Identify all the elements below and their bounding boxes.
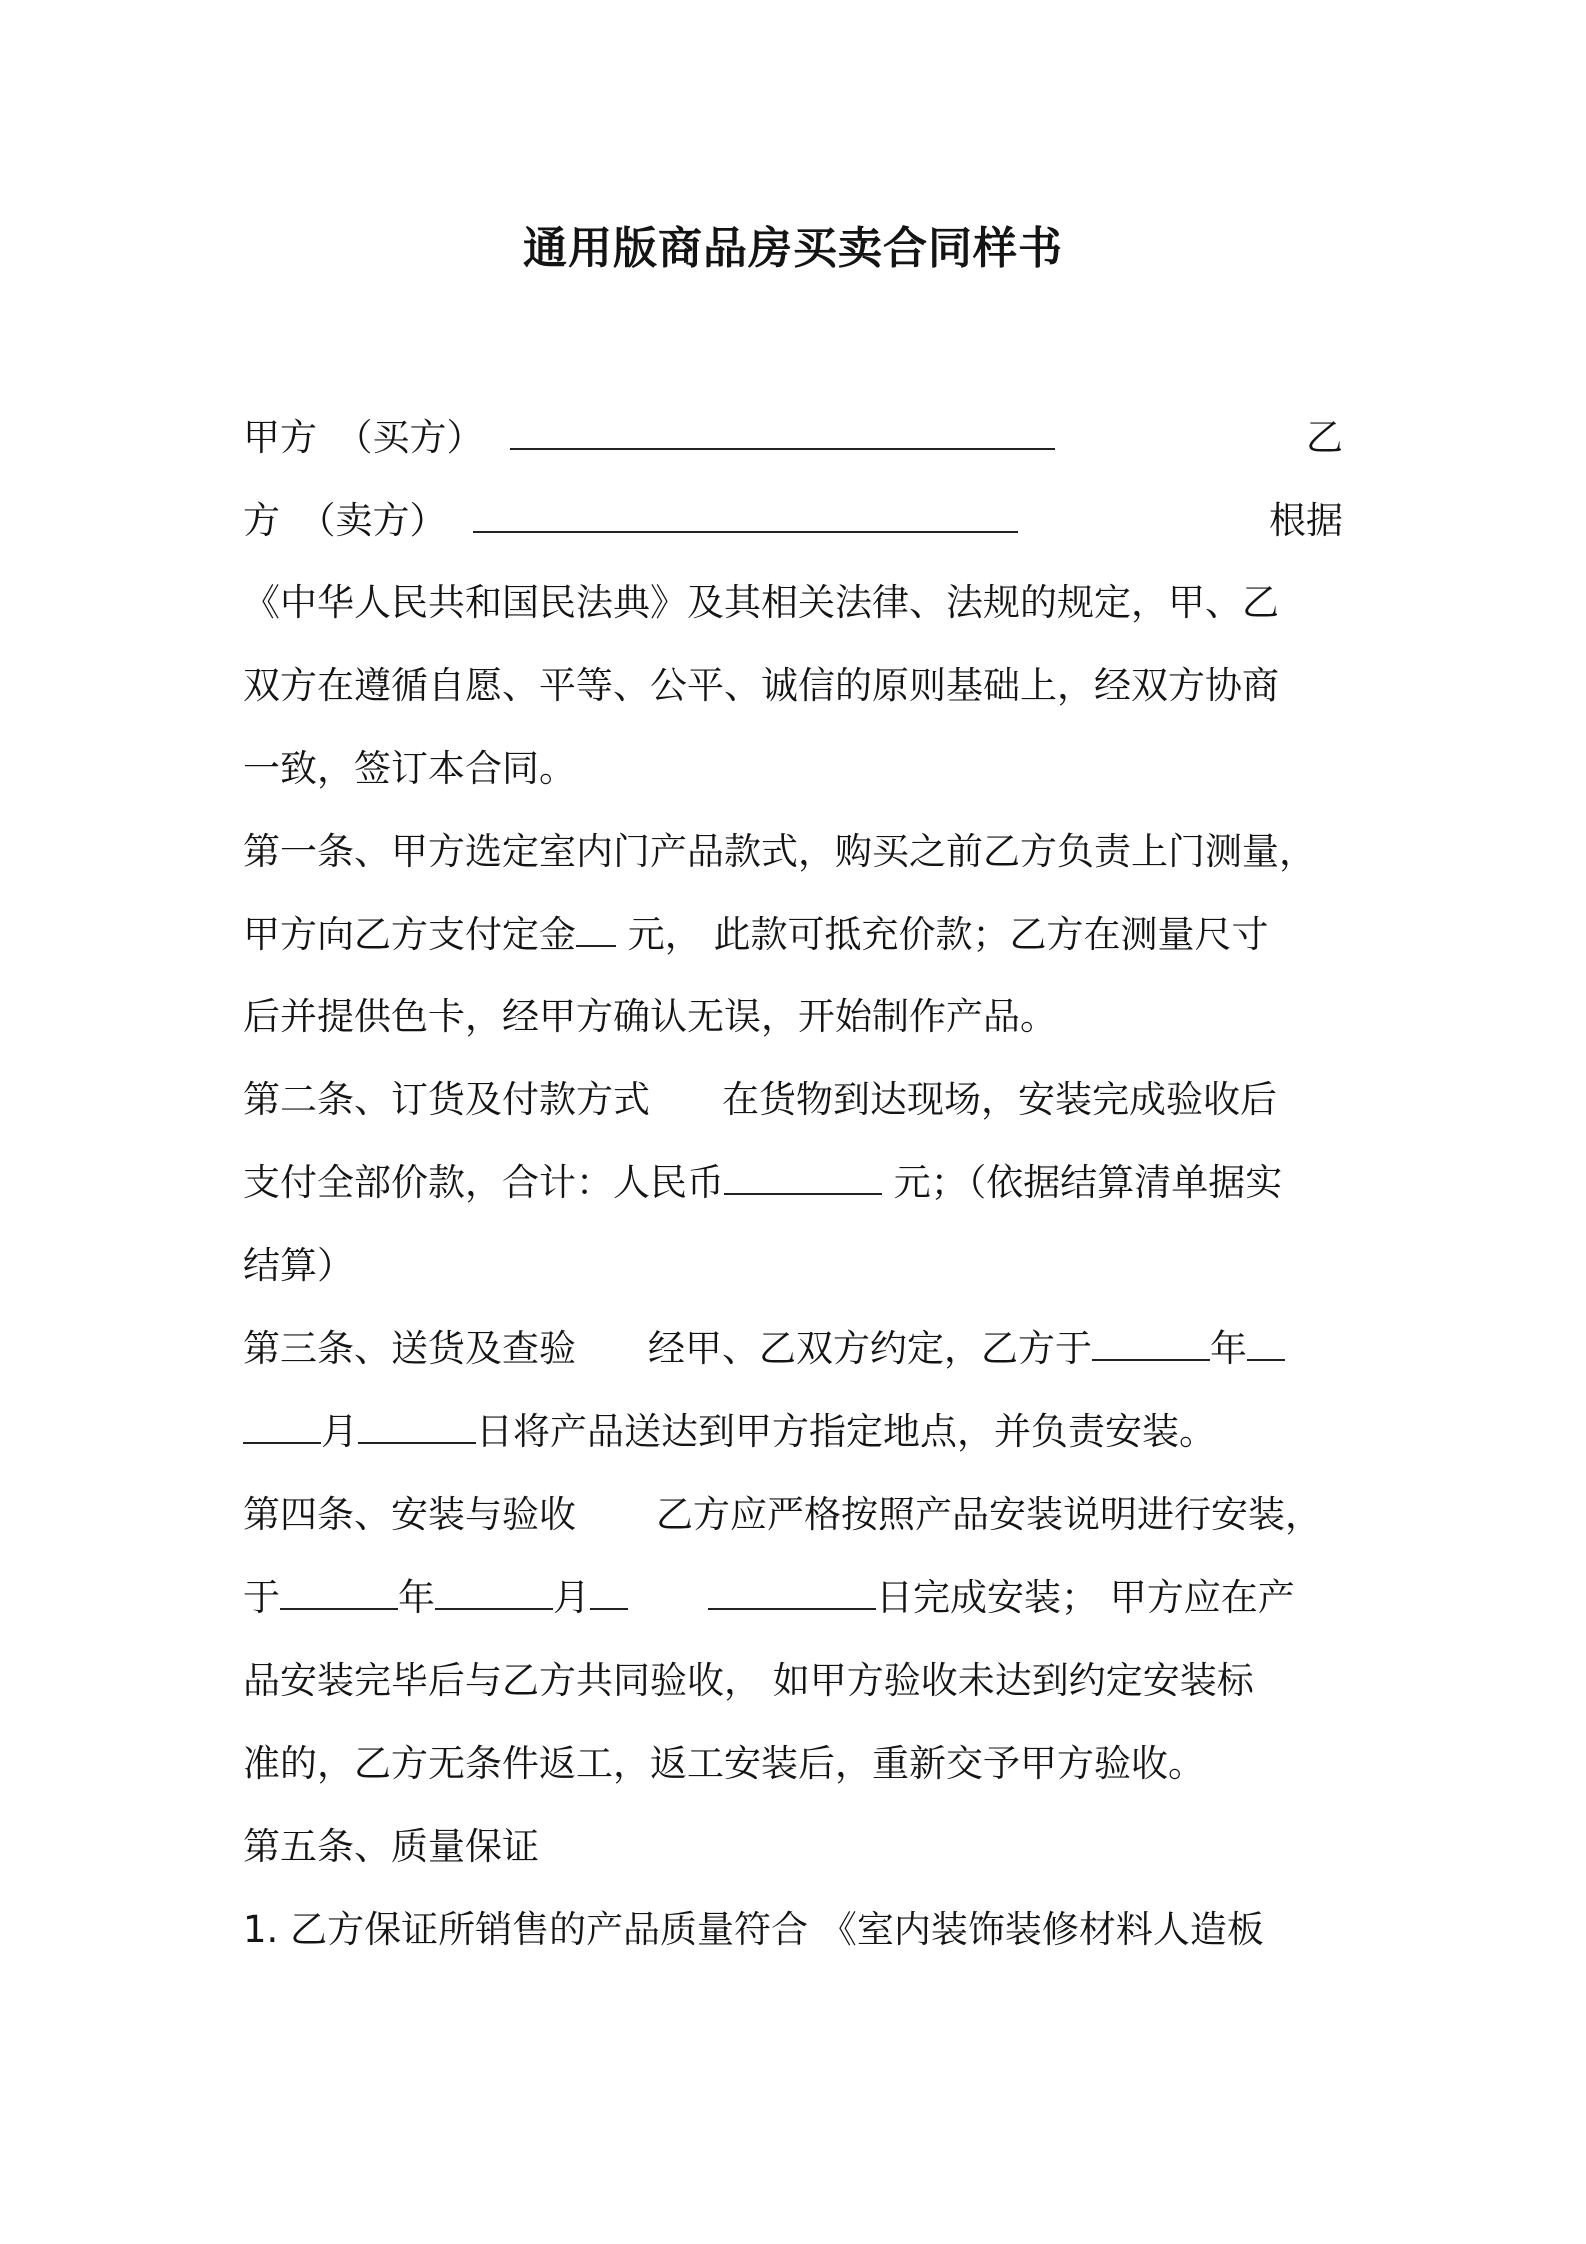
- article-4-year: 年: [398, 1576, 435, 1619]
- article-3-line-2: [243, 1406, 1343, 1458]
- delivery-month-blank-end: [243, 1408, 321, 1444]
- basis-word: 根据: [1269, 499, 1343, 542]
- article-2-line-3: 结算）: [243, 1244, 354, 1287]
- article-4-text: 乙方应严格按照产品安装说明进行安装，: [656, 1493, 1322, 1536]
- article-2-line-2: [243, 1157, 1343, 1209]
- article-3-text-2: 日将产品送达到甲方指定地点，并负责安装。: [476, 1410, 1216, 1453]
- article-4-line-3: 品安装完毕后与乙方共同验收， 如甲方验收未达到约定安装标: [243, 1659, 1254, 1702]
- install-month-blank: [435, 1574, 553, 1610]
- article-2-line-1: [243, 1074, 1343, 1126]
- party-b-label-start: 乙: [1306, 416, 1343, 459]
- article-4-heading: 第四条、安装与验收: [243, 1493, 576, 1536]
- article-1-deposit-text: 甲方向乙方支付定金: [243, 913, 576, 956]
- article-2-heading: 第二条、订货及付款方式: [243, 1078, 650, 1121]
- article-4-yu: 于: [243, 1576, 280, 1619]
- article-3-year: 年: [1210, 1327, 1247, 1370]
- article-4-line-1: [243, 1489, 1343, 1541]
- article-1-line-3: 后并提供色卡，经甲方确认无误，开始制作产品。: [243, 995, 1057, 1038]
- article-4-line-2: [243, 1572, 1343, 1624]
- article-1-line-2: [243, 909, 1343, 961]
- article-4-month: 月: [553, 1576, 590, 1619]
- article-4-line-4: 准的，乙方无条件返工，返工安装后，重新交予甲方验收。: [243, 1742, 1205, 1785]
- article-5-item-1: 1. 乙方保证所销售的产品质量符合 《室内装饰装修材料人造板: [243, 1908, 1264, 1951]
- preamble-line-3: 《中华人民共和国民法典》及其相关法律、法规的规定，甲、乙: [243, 581, 1279, 624]
- article-3-heading: 第三条、送货及查验: [243, 1327, 576, 1370]
- total-amount-blank: [724, 1159, 882, 1195]
- article-2-total-rest: 元；（依据结算清单据实: [893, 1161, 1283, 1204]
- article-4-text-2: 日完成安装； 甲方应在产: [876, 1576, 1295, 1619]
- party-b-label: 方 （卖方）: [243, 499, 447, 542]
- delivery-day-blank: [358, 1408, 476, 1444]
- document-title: 通用版商品房买卖合同样书: [523, 223, 1063, 274]
- install-year-blank: [280, 1574, 398, 1610]
- article-2-total-text: 支付全部价款，合计：人民币: [243, 1161, 724, 1204]
- article-2-text: 在货物到达现场，安装完成验收后: [722, 1078, 1277, 1121]
- preamble-line-4: 双方在遵循自愿、平等、公平、诚信的原则基础上，经双方协商: [243, 664, 1279, 707]
- party-a-label: 甲方 （买方）: [243, 416, 484, 459]
- article-3-text: 经甲、乙双方约定，乙方于: [648, 1327, 1092, 1370]
- party-b-blank: [473, 497, 1018, 533]
- party-a-line: [243, 412, 1343, 464]
- party-a-blank: [510, 414, 1055, 450]
- install-day-blank-a: [590, 1574, 628, 1610]
- delivery-year-blank: [1092, 1325, 1210, 1361]
- article-1-line-1: 第一条、甲方选定室内门产品款式，购买之前乙方负责上门测量，: [243, 830, 1316, 873]
- article-5-heading: 第五条、质量保证: [243, 1825, 539, 1868]
- delivery-month-blank-start: [1247, 1325, 1285, 1361]
- party-b-line: [243, 495, 1343, 547]
- install-day-blank-b: [708, 1574, 876, 1610]
- preamble-line-5: 一致，签订本合同。: [243, 747, 576, 790]
- deposit-blank: [576, 911, 616, 947]
- article-1-deposit-rest: 元， 此款可抵充价款；乙方在测量尺寸: [627, 913, 1269, 956]
- article-3-line-1: [243, 1323, 1343, 1375]
- article-3-month: 月: [321, 1410, 358, 1453]
